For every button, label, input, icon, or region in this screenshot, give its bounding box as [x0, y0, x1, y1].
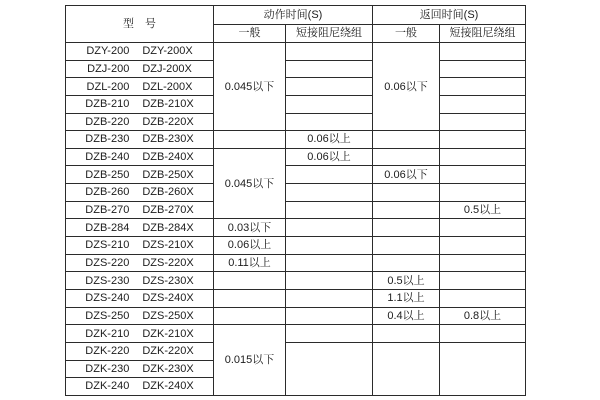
value-cell [440, 325, 526, 343]
value-cell [440, 131, 526, 149]
header-action-general: 一般 [214, 25, 286, 43]
value-cell [440, 95, 526, 113]
model-name: DZB-210 [85, 98, 130, 111]
table-row [66, 166, 526, 184]
model-name: DZB-240X [142, 151, 194, 164]
model-name: DZB-240 [85, 151, 130, 164]
value-cell [214, 307, 286, 325]
table-row [66, 148, 526, 166]
value-cell [286, 289, 373, 307]
value-cell [286, 325, 373, 343]
value-cell: 0.03以下 [214, 219, 286, 237]
model-name: DZB-284 [85, 221, 130, 234]
value-cell [440, 289, 526, 307]
table-row [66, 95, 526, 113]
table-row [66, 131, 526, 149]
relay-spec-table [65, 5, 526, 396]
model-cell [66, 166, 214, 184]
model-name: DZB-210X [142, 98, 194, 111]
value-cell [373, 131, 440, 149]
model-name: DZS-230 [85, 274, 130, 287]
model-cell [66, 43, 214, 61]
value-cell [440, 166, 526, 184]
model-name: DZK-230 [85, 362, 130, 375]
model-cell [66, 342, 214, 360]
model-name: DZS-250X [142, 309, 194, 322]
value-cell [373, 325, 440, 343]
value-cell: 0.06以下 [373, 43, 440, 131]
value-cell: 0.015以下 [214, 325, 286, 396]
value-cell [286, 272, 373, 290]
model-cell [66, 237, 214, 255]
model-cell [66, 78, 214, 96]
model-name: DZB-220 [85, 115, 130, 128]
value-cell [286, 60, 373, 78]
value-cell [286, 95, 373, 113]
table-row [66, 219, 526, 237]
model-cell [66, 131, 214, 149]
model-cell [66, 307, 214, 325]
model-cell [66, 360, 214, 378]
header-group-row [66, 6, 526, 25]
model-cell [66, 272, 214, 290]
model-name: DZK-210 [85, 327, 130, 340]
model-name: DZJ-200 [87, 62, 130, 75]
value-cell [214, 272, 286, 290]
model-name: DZY-200 [86, 45, 130, 58]
model-name: DZB-284X [142, 221, 194, 234]
value-cell [286, 43, 373, 61]
table-row [66, 43, 526, 61]
value-cell: 0.045以下 [214, 43, 286, 131]
header-model: 型 号 [66, 6, 214, 43]
header-return-general: 一般 [373, 25, 440, 43]
value-cell [373, 148, 440, 166]
model-name: DZK-240X [142, 380, 194, 393]
model-cell [66, 254, 214, 272]
model-cell [66, 325, 214, 343]
model-name: DZJ-200X [142, 62, 192, 75]
model-name: DZL-200 [86, 80, 130, 93]
value-cell [286, 254, 373, 272]
value-cell [440, 43, 526, 61]
model-cell [66, 113, 214, 131]
model-name: DZB-270 [85, 204, 130, 217]
value-cell [373, 219, 440, 237]
value-cell: 0.06以上 [214, 237, 286, 255]
value-cell [440, 148, 526, 166]
value-cell: 0.06以下 [373, 166, 440, 184]
value-cell: 0.06以上 [286, 148, 373, 166]
value-cell [440, 219, 526, 237]
value-cell [214, 289, 286, 307]
value-cell [440, 237, 526, 255]
model-name: DZY-200X [142, 45, 193, 58]
table-row [66, 289, 526, 307]
value-cell [440, 78, 526, 96]
value-cell [373, 237, 440, 255]
value-cell [440, 342, 526, 395]
model-cell [66, 95, 214, 113]
model-name: DZK-240 [85, 380, 130, 393]
table-header [66, 6, 526, 43]
table-row [66, 78, 526, 96]
value-cell [286, 201, 373, 219]
value-cell [286, 342, 373, 395]
model-cell [66, 184, 214, 202]
table-row [66, 307, 526, 325]
model-name: DZS-230X [142, 274, 194, 287]
value-cell [373, 184, 440, 202]
model-cell [66, 289, 214, 307]
value-cell: 1.1以上 [373, 289, 440, 307]
model-name: DZK-210X [142, 327, 194, 340]
model-name: DZS-210X [142, 239, 194, 252]
value-cell [286, 237, 373, 255]
table-row [66, 184, 526, 202]
model-name: DZS-220X [142, 256, 194, 269]
table-body [66, 43, 526, 396]
value-cell [440, 113, 526, 131]
value-cell: 0.8以上 [440, 307, 526, 325]
value-cell: 0.06以上 [286, 131, 373, 149]
value-cell [286, 78, 373, 96]
value-cell [373, 342, 440, 395]
header-action-time: 动作时间(S) [214, 6, 373, 25]
value-cell [373, 254, 440, 272]
value-cell [286, 113, 373, 131]
table-row [66, 254, 526, 272]
value-cell: 0.5以上 [440, 201, 526, 219]
model-name: DZS-240 [85, 292, 130, 305]
model-name: DZS-250 [85, 309, 130, 322]
model-name: DZB-230X [142, 133, 194, 146]
table-row [66, 237, 526, 255]
model-name: DZK-230X [142, 362, 194, 375]
model-name: DZB-260X [142, 186, 194, 199]
table-row [66, 60, 526, 78]
model-name: DZB-270X [142, 204, 194, 217]
value-cell: 0.5以上 [373, 272, 440, 290]
value-cell [286, 307, 373, 325]
model-name: DZS-240X [142, 292, 194, 305]
model-name: DZB-250X [142, 168, 194, 181]
model-cell [66, 60, 214, 78]
value-cell: 0.045以下 [214, 148, 286, 219]
model-name: DZK-220X [142, 345, 194, 358]
header-action-damping-winding: 短接阻尼绕组 [286, 25, 373, 43]
header-return-time: 返回时间(S) [373, 6, 526, 25]
value-cell: 0.4以上 [373, 307, 440, 325]
table-row [66, 201, 526, 219]
value-cell [440, 184, 526, 202]
model-cell [66, 201, 214, 219]
table-row [66, 272, 526, 290]
model-name: DZS-210 [85, 239, 130, 252]
model-name: DZB-230 [85, 133, 130, 146]
table-row [66, 113, 526, 131]
model-name: DZL-200X [142, 80, 193, 93]
model-name: DZB-260 [85, 186, 130, 199]
value-cell: 0.11以上 [214, 254, 286, 272]
table-row [66, 325, 526, 343]
value-cell [373, 201, 440, 219]
value-cell [286, 219, 373, 237]
model-name: DZK-220 [85, 345, 130, 358]
value-cell [440, 60, 526, 78]
model-cell [66, 148, 214, 166]
model-name: DZB-250 [85, 168, 130, 181]
value-cell [286, 184, 373, 202]
model-name: DZS-220 [85, 256, 130, 269]
model-name: DZB-220X [142, 115, 194, 128]
value-cell [440, 272, 526, 290]
value-cell [214, 131, 286, 149]
model-cell [66, 378, 214, 396]
value-cell [440, 254, 526, 272]
model-cell [66, 219, 214, 237]
table-row [66, 342, 526, 360]
value-cell [286, 166, 373, 184]
header-return-damping-winding: 短接阻尼绕组 [440, 25, 526, 43]
